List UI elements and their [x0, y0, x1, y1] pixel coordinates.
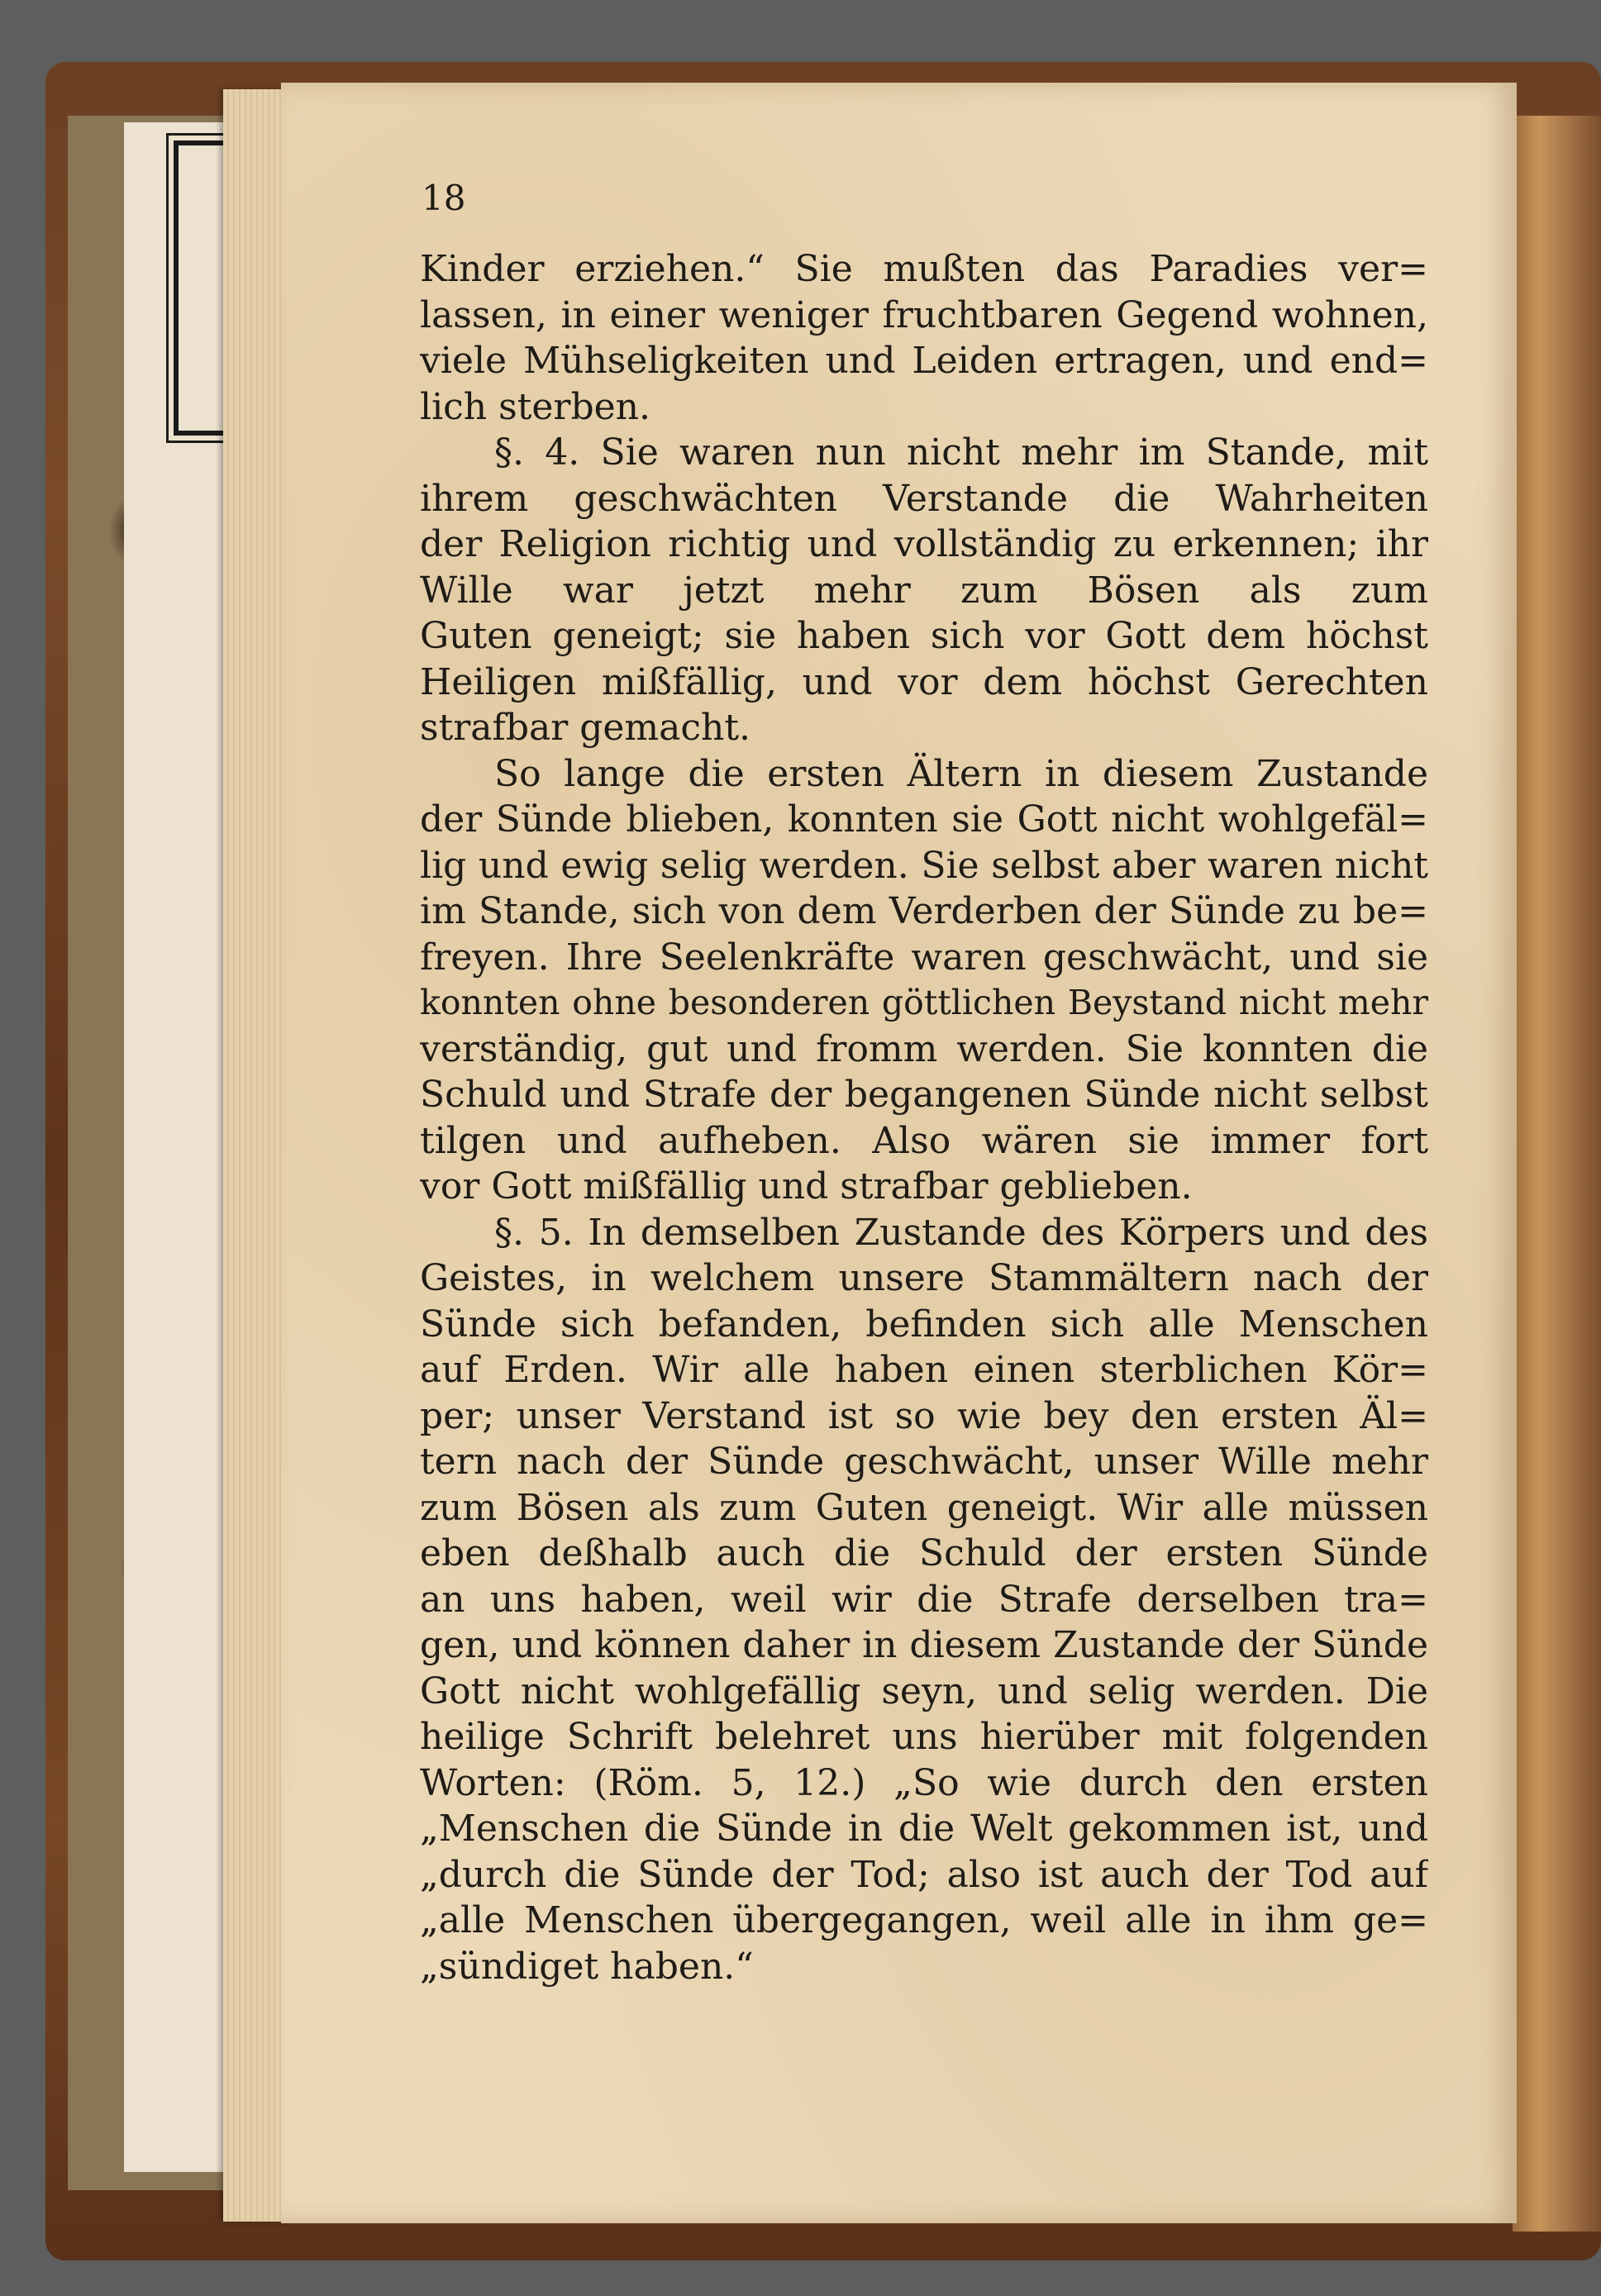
text-line: eben deßhalb auch die Schuld der ersten Sünde [420, 1532, 1428, 1574]
text-line: „durch die Sünde der Tod; also ist auch der Tod auf [420, 1853, 1428, 1896]
text-line: zum Bösen als zum Guten geneigt. Wir alle müssen [420, 1486, 1428, 1529]
text-line: Schuld und Strafe der begangenen Sünde nicht selbst [420, 1074, 1428, 1116]
text-line: verständig, gut und fromm werden. Sie konnten die [420, 1027, 1428, 1070]
text-line: Sünde sich befanden, befinden sich alle Menschen [420, 1303, 1428, 1346]
text-line: lich sterben. [420, 385, 650, 428]
text-line: Geistes, in welchem unsere Stammältern nach der [420, 1257, 1428, 1299]
text-line: lassen, in einer weniger fruchtbaren Gegend wohnen, [420, 293, 1428, 336]
text-line: Guten geneigt; sie haben sich vor Gott dem höchst [420, 615, 1428, 657]
page-edges [223, 89, 289, 2222]
text-line: per; unser Verstand ist so wie bey den ersten Äl= [420, 1394, 1428, 1437]
text-line: im Stande, sich von dem Verderben der Sünde zu be= [420, 890, 1428, 932]
text-line: Heiligen mißfällig, und vor dem höchst Gerechten [420, 660, 1428, 703]
text-line: vor Gott mißfällig und strafbar geblieben. [420, 1165, 1193, 1208]
text-line: strafbar gemacht. [420, 707, 751, 749]
text-line: tern nach der Sünde geschwächt, unser Wille mehr [420, 1441, 1428, 1483]
text-line: freyen. Ihre Seelenkräfte waren geschwächt, und sie [420, 936, 1428, 979]
text-line: an uns haben, weil wir die Strafe derselben tra= [420, 1578, 1428, 1621]
text-line: lig und ewig selig werden. Sie selbst aber waren nicht [420, 844, 1428, 887]
book-page [281, 83, 1517, 2223]
text-line: „sündiget haben.“ [420, 1945, 754, 1988]
text-line: heilige Schrift belehret uns hierüber mit folgenden [420, 1716, 1428, 1758]
text-line: viele Mühseligkeiten und Leiden ertragen, und end= [420, 340, 1428, 382]
text-line: konnten ohne besonderen göttlichen Beystand nicht mehr [420, 983, 1428, 1022]
page-text [420, 246, 1428, 1989]
text-line: auf Erden. Wir alle haben einen sterblichen Kör= [420, 1349, 1428, 1391]
text-line: §. 4. Sie waren nun nicht mehr im Stande, mit [494, 431, 1428, 474]
text-line: Kinder erziehen.“ Sie mußten das Paradies ver= [420, 248, 1428, 290]
text-line: gen, und können daher in diesem Zustande der Sünde [420, 1624, 1428, 1666]
page-number: 18 [422, 178, 466, 218]
text-line: tilgen und aufheben. Also wären sie immer fort [420, 1119, 1428, 1162]
text-line: der Sünde blieben, konnten sie Gott nicht wohlgefäl= [420, 798, 1428, 841]
text-line: §. 5. In demselben Zustande des Körpers und des [494, 1211, 1428, 1254]
text-line: „Menschen die Sünde in die Welt gekommen ist, und [420, 1808, 1428, 1850]
text-line: So lange die ersten Ältern in diesem Zustande [494, 752, 1428, 795]
text-line: der Religion richtig und vollständig zu erkennen; ihr [420, 523, 1428, 565]
text-line: Worten: (Röm. 5, 12.) „So wie durch den ersten [420, 1761, 1428, 1804]
text-line: Gott nicht wohlgefällig seyn, und selig werden. Die [420, 1670, 1428, 1712]
text-line: „alle Menschen übergegangen, weil alle in ihm ge= [420, 1899, 1428, 1941]
text-line: Wille war jetzt mehr zum Bösen als zum [420, 569, 1428, 612]
text-line: ihrem geschwächten Verstande die Wahrheiten [420, 477, 1428, 520]
book-spine [1513, 116, 1601, 2232]
